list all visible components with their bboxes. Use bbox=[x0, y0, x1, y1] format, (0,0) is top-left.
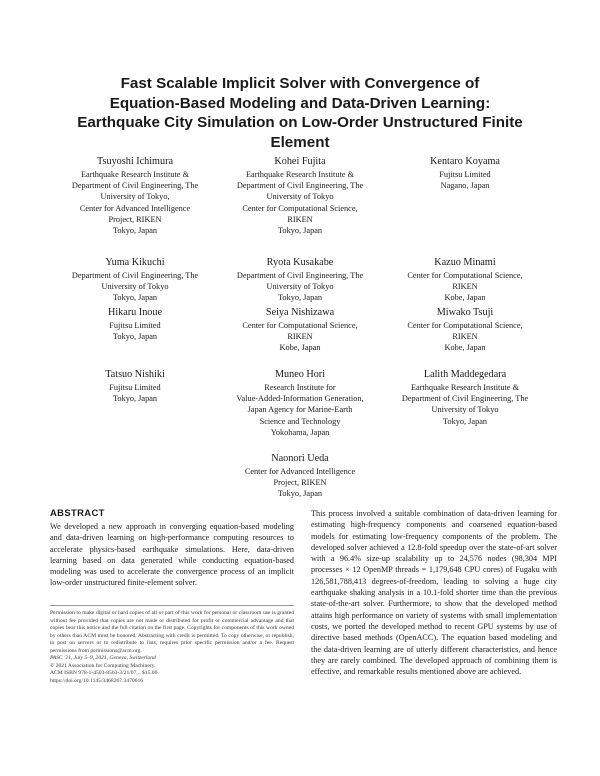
affiliation-line: Center for Computational Science, bbox=[407, 271, 523, 280]
affiliation-line: Department of Civil Engineering, The bbox=[236, 271, 364, 280]
affiliation-line: Kobe, Japan bbox=[279, 343, 321, 353]
author-name: Naonori Ueda bbox=[271, 453, 329, 464]
author-block bbox=[205, 368, 395, 438]
affiliation-line: Japan Agency for Marine-Earth bbox=[247, 405, 353, 415]
affiliation-line: Department of Civil Engineering, The bbox=[71, 271, 199, 280]
author-name: Seiya Nishizawa bbox=[265, 307, 335, 318]
affiliation-line: Fujitsu Limited bbox=[109, 321, 161, 330]
author-block bbox=[40, 155, 230, 236]
author-name: Hikaru Inoue bbox=[107, 307, 163, 318]
affiliation-line: Tokyo, Japan bbox=[442, 416, 488, 426]
affiliation-line: Tokyo, Japan bbox=[277, 489, 323, 499]
affiliation-line: Department of Civil Engineering, The bbox=[71, 181, 199, 191]
title-line: Equation-Based Modeling and Data-Driven Learning: bbox=[109, 94, 491, 112]
affiliation-line: Tokyo, Japan bbox=[277, 293, 323, 303]
doi-link[interactable]: https://doi.org/10.1145/3468267.3470616 bbox=[50, 677, 144, 684]
author-block bbox=[40, 306, 230, 342]
affiliation-line: RIKEN bbox=[287, 332, 313, 342]
author-block bbox=[205, 452, 395, 500]
title-line: Element bbox=[270, 133, 330, 151]
author-name: Yuma Kikuchi bbox=[105, 257, 165, 268]
author-name: Tatsuo Nishiki bbox=[105, 369, 165, 380]
affiliation-line: Center for Computational Science, bbox=[242, 321, 358, 330]
author-block bbox=[370, 155, 560, 191]
affiliation-line: RIKEN bbox=[287, 214, 313, 224]
affiliation-line: Center for Computational Science, bbox=[407, 321, 523, 330]
affiliation-line: Tokyo, Japan bbox=[112, 226, 158, 236]
author-block bbox=[205, 155, 395, 236]
abstract-left-text: We developed a new approach in converging equation-based modeling and data-driven learning on high-performance computing resources to accelerate physics-based earthquake simulations. Here, data-driven learning based on data generated while conducting equation-based modeling was used to accelerate the convergence process of an implicit low-order unstructured finite-element solver. bbox=[50, 522, 294, 588]
author-block bbox=[40, 368, 230, 404]
affiliation-line: Earthquake Research Institute & bbox=[80, 170, 190, 179]
affiliation-line: RIKEN bbox=[452, 282, 478, 292]
affiliation-line: University of Tokyo bbox=[431, 405, 499, 415]
publication-line: PASC '21, July 5–9, 2021, Geneva, Switzerland bbox=[50, 655, 156, 661]
permission-footnote bbox=[50, 605, 294, 685]
author-name: Kohei Fujita bbox=[274, 156, 326, 167]
author-block bbox=[205, 256, 395, 304]
paper-title bbox=[40, 74, 560, 152]
author-block bbox=[370, 256, 560, 304]
title-line: Fast Scalable Implicit Solver with Convergence of bbox=[120, 75, 480, 92]
affiliation-line: Value-Added-Information Generation, bbox=[236, 394, 364, 404]
author-name: Lalith Maddegedara bbox=[423, 369, 507, 380]
affiliation-line: Yokohama, Japan bbox=[270, 427, 330, 437]
author-name: Ryota Kusakabe bbox=[266, 257, 334, 268]
author-block bbox=[205, 306, 395, 354]
author-name: Kazuo Minami bbox=[434, 257, 496, 268]
author-name: Miwako Tsuji bbox=[436, 307, 494, 318]
abstract-heading: ABSTRACT bbox=[50, 507, 105, 518]
affiliation-line: RIKEN bbox=[452, 332, 478, 342]
publication-line: © 2021 Association for Computing Machinery. bbox=[50, 662, 156, 669]
affiliation-line: Center for Advanced Intelligence bbox=[244, 467, 356, 476]
affiliation-line: Science and Technology bbox=[259, 416, 341, 426]
affiliation-line: Kobe, Japan bbox=[444, 343, 486, 353]
affiliation-line: Nagano, Japan bbox=[440, 181, 490, 191]
affiliation-line: Tokyo, Japan bbox=[112, 293, 158, 303]
author-block bbox=[370, 368, 560, 427]
publication-line: ACM ISBN 978-1-4503-8563-3/21/07... $15.00 bbox=[50, 670, 158, 676]
affiliation-line: Kobe, Japan bbox=[444, 293, 486, 303]
author-name: Muneo Hori bbox=[274, 369, 326, 380]
affiliation-line: Center for Computational Science, bbox=[242, 203, 358, 213]
affiliation-line: Project, RIKEN bbox=[273, 478, 327, 488]
affiliation-line: Department of Civil Engineering, The bbox=[236, 181, 364, 191]
affiliation-line: Fujitsu Limited bbox=[109, 383, 161, 392]
affiliation-line: University of Tokyo, bbox=[100, 192, 170, 202]
affiliation-line: University of Tokyo bbox=[101, 282, 169, 292]
author-name: Tsuyoshi Ichimura bbox=[97, 156, 173, 167]
affiliation-line: Earthquake Research Institute & bbox=[245, 170, 355, 179]
affiliation-line: University of Tokyo bbox=[266, 192, 334, 202]
abstract-right-text: This process involved a suitable combination of data-driven learning for estimating high-frequency components and coarsened equation-based models for estimating low-frequency components of the problem. The developed solver achieved a 12.8-fold speedup over the state-of-art solver with a 96.4% size-up scalability up to 24,576 nodes (98,304 MPI processes × 12 OpenMP threads = 1,179,648 CPU cores) of Fugaku with 126,581,788,413 degrees-of-freedom, leading to solving a huge city earthquake shaking analysis in a 10.1-fold shorter time than the previous state-of-the-art solver. Furthermore, to show that the developed method attains high performance on variety of systems with small implementation costs, we ported the developed method to recent GPU systems by use of directive based methods (OpenACC). The equation based modeling and the data-driven learning are of utterly different characteristics, and hence they are rarely combined. The developed approach of combining them is effective, and remarkable results mentioned above are achieved. bbox=[311, 509, 557, 677]
affiliation-line: Earthquake Research Institute & bbox=[410, 383, 520, 392]
affiliation-line: Fujitsu Limited bbox=[439, 170, 491, 179]
affiliation-line: Tokyo, Japan bbox=[112, 394, 158, 404]
affiliation-line: Center for Advanced Intelligence bbox=[79, 203, 191, 213]
affiliation-line: Research Institute for bbox=[264, 383, 336, 392]
author-block bbox=[40, 256, 230, 304]
affiliation-line: Project, RIKEN bbox=[108, 214, 162, 224]
affiliation-line: Department of Civil Engineering, The bbox=[401, 394, 529, 404]
title-line: Earthquake City Simulation on Low-Order Unstructured Finite bbox=[77, 114, 523, 131]
affiliation-line: Tokyo, Japan bbox=[112, 332, 158, 342]
affiliation-line: University of Tokyo bbox=[266, 282, 334, 292]
author-block bbox=[370, 306, 560, 354]
affiliation-line: Tokyo, Japan bbox=[277, 226, 323, 236]
permission-text: Permission to make digital or hard copies of all or part of this work for personal or classroom use is granted without fee provided that copies are not made or distributed for profit or commercial advantage and that copies bear this notice and the full citation on the first page. Copyrights for components of this work owned by others than ACM must be honored. Abstracting with credit is permitted. To copy otherwise, or republish, to post on servers or to redistribute to lists, requires prior specific permission and/or a fee. Request permissions from permissions@acm.org. bbox=[50, 610, 294, 654]
author-name: Kentaro Koyama bbox=[430, 156, 500, 167]
